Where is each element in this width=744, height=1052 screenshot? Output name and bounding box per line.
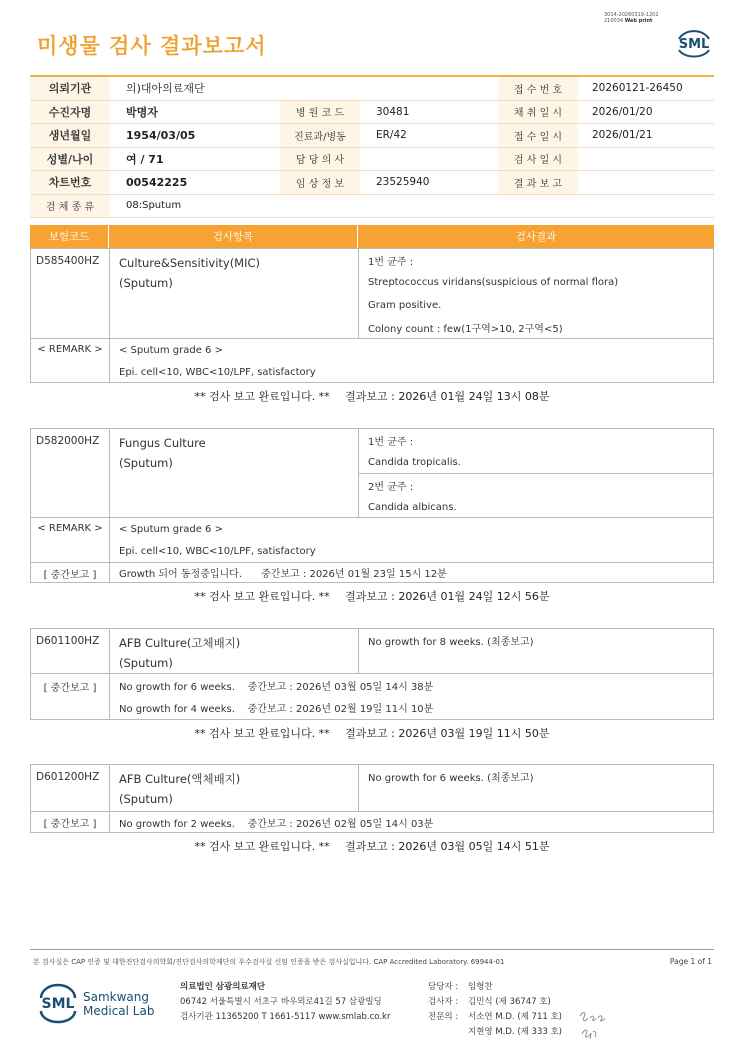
- chart-label: 차트번호: [30, 171, 110, 194]
- remark-line: Epi. cell<10, WBC<10/LPF, satisfactory: [119, 366, 316, 378]
- table-row: [30, 428, 714, 518]
- report-complete: [30, 725, 714, 741]
- interim-text: [110, 563, 713, 582]
- name-value: 박명자: [126, 105, 158, 119]
- test-result: [359, 765, 713, 811]
- clinical-value: 23525940: [376, 176, 430, 189]
- specimen-value: 08:Sputum: [126, 200, 182, 212]
- interim-row: [30, 563, 714, 583]
- lab-address: [180, 980, 390, 1025]
- interim-label: [ 중간보고 ]: [31, 812, 110, 832]
- test-item-line: AFB Culture(액체배지): [119, 772, 241, 786]
- info-row: [30, 148, 714, 172]
- interim-label: [ 중간보고 ]: [31, 563, 110, 582]
- address-line: 06742 서울특별시 서초구 바우뫼로41길 57 삼광빌딩: [180, 997, 382, 1007]
- remark-row: [30, 339, 714, 383]
- interim-line: Growth 되어 동정중입니다. 중간보고 : 2026년 01월 23일 15시 12분: [119, 569, 447, 580]
- staff-value: 김민식 (제 36747 호): [468, 997, 551, 1007]
- staff-value: 지현영 M.D. (제 333 호): [468, 1027, 563, 1037]
- results-table-header: [30, 225, 714, 248]
- info-row: [30, 77, 714, 101]
- report-label: 결 과 보 고: [498, 171, 578, 194]
- interim-text: [110, 674, 713, 719]
- complete-text: ** 검사 보고 완료입니다. **: [194, 390, 330, 403]
- sml-logo-icon: [675, 27, 713, 59]
- test-item-line: (Sputum): [119, 276, 173, 290]
- print-code-line2: 210034: [604, 18, 624, 24]
- test-code: D585400HZ: [31, 249, 110, 338]
- remark-row: [30, 518, 714, 563]
- cap-accreditation-note: 본 검사실은 CAP 인증 및 대한진단검사의학회/진단검사의학재단의 우수검사실 신임 인증을 받은 검사실입니다. CAP Accredited Laboratory. 69944-01: [33, 958, 505, 966]
- institution-label: 의뢰기관: [30, 77, 110, 100]
- test-code: D601200HZ: [31, 765, 110, 811]
- test-result: [359, 249, 713, 338]
- test-result: [359, 629, 713, 673]
- test-code: D601100HZ: [31, 629, 110, 673]
- interim-row: [30, 674, 714, 720]
- staff-label: 전문의 :: [428, 1012, 459, 1022]
- test-block: [30, 428, 714, 604]
- footer-divider: [30, 949, 714, 950]
- interim-line: No growth for 6 weeks. 중간보고 : 2026년 03월 05일 14시 38분: [119, 681, 434, 693]
- info-row: [30, 101, 714, 125]
- info-row: [30, 171, 714, 195]
- clinical-label: 임 상 정 보: [280, 171, 360, 194]
- result-line: 2번 균주 :: [368, 481, 414, 493]
- sex-age-label: 성별/나이: [30, 148, 110, 171]
- final-report-time: 결과보고 : 2026년 03월 05일 14시 51분: [345, 840, 550, 853]
- table-row: [30, 248, 714, 339]
- interim-line: No growth for 4 weeks. 중간보고 : 2026년 02월 19일 11시 10분: [119, 703, 434, 715]
- dept-value: ER/42: [376, 129, 407, 142]
- web-print-label: Web print: [624, 18, 653, 24]
- dept-label: 진료과/병동: [280, 124, 360, 147]
- logo-line2: Medical Lab: [83, 1004, 155, 1018]
- staff-value: 임형찬: [468, 982, 493, 992]
- test-block: [30, 764, 714, 854]
- staff-value: 서소연 M.D. (제 711 호): [468, 1012, 563, 1022]
- final-report-time: 결과보고 : 2026년 01월 24일 13시 08분: [345, 390, 550, 403]
- result-line: No growth for 8 weeks. (최종보고): [368, 636, 534, 648]
- test-block: [30, 628, 714, 741]
- test-item-line: (Sputum): [119, 656, 173, 670]
- test-item-line: Fungus Culture: [119, 436, 206, 450]
- staff-label: 검사자 :: [428, 997, 459, 1007]
- header-item: 검사항목: [109, 225, 358, 248]
- test-item-line: (Sputum): [119, 456, 173, 470]
- info-row: [30, 195, 714, 219]
- logo-bottom-mark: SML: [41, 996, 75, 1012]
- result-line: Colony count : few(1구역>10, 2구역<5): [368, 324, 563, 336]
- report-complete: [30, 388, 714, 404]
- remark-line: < Sputum grade 6 >: [119, 344, 223, 356]
- test-item-line: Culture&Sensitivity(MIC): [119, 256, 261, 270]
- specimen-label: 검 체 종 류: [30, 195, 110, 218]
- final-report-time: 결과보고 : 2026년 03월 19일 11시 50분: [345, 727, 550, 740]
- staff-label: 담당자 :: [428, 982, 459, 992]
- dob-value: 1954/03/05: [126, 128, 196, 142]
- report-complete: [30, 838, 714, 854]
- print-code: [604, 12, 694, 24]
- test-item-line: AFB Culture(고체배지): [119, 636, 241, 650]
- institution-value: 의)대아의료재단: [126, 82, 205, 96]
- final-report-time: 결과보고 : 2026년 01월 24일 12시 56분: [345, 590, 550, 603]
- doctor-value: [360, 148, 498, 171]
- interim-row: [30, 812, 714, 833]
- test-item: [110, 765, 359, 811]
- receipt-no-value: 20260121-26450: [592, 82, 683, 95]
- interim-text: [110, 812, 713, 832]
- test-date-value: [578, 148, 714, 171]
- remark-line: Epi. cell<10, WBC<10/LPF, satisfactory: [119, 545, 316, 557]
- logo-line1: Samkwang: [83, 990, 149, 1004]
- test-item: [110, 249, 359, 338]
- collect-date-value: 2026/01/20: [592, 105, 653, 118]
- receipt-no-label: 접 수 번 호: [498, 77, 578, 100]
- sex-age-value: 여 / 71: [126, 152, 164, 166]
- signature-icon: [577, 1008, 607, 1042]
- org-name: 의료법인 삼광의료재단: [180, 982, 266, 992]
- print-code-line1: 3014-20260319-1202: [604, 12, 659, 18]
- test-item-line: (Sputum): [119, 792, 173, 806]
- logo-top-text: SML: [678, 37, 710, 52]
- table-row: [30, 628, 714, 674]
- patient-info-table: [30, 75, 714, 218]
- test-date-label: 검 사 일 시: [498, 148, 578, 171]
- result-line: 1번 균주 :: [368, 256, 414, 268]
- table-row: [30, 764, 714, 812]
- name-label: 수진자명: [30, 101, 110, 124]
- test-item: [110, 629, 359, 673]
- result-line: Gram positive.: [368, 299, 442, 311]
- result-line: Candida albicans.: [368, 502, 457, 514]
- test-item: [110, 429, 359, 517]
- interim-label: [ 중간보고 ]: [31, 674, 110, 719]
- complete-text: ** 검사 보고 완료입니다. **: [194, 590, 330, 603]
- receipt-date-value: 2026/01/21: [592, 129, 653, 142]
- complete-text: ** 검사 보고 완료입니다. **: [194, 840, 330, 853]
- complete-text: ** 검사 보고 완료입니다. **: [194, 727, 330, 740]
- contact-line: 검사기관 11365200 T 1661-5117 www.smlab.co.kr: [180, 1012, 391, 1022]
- result-line: Streptococcus viridans(suspicious of normal flora): [368, 277, 619, 289]
- staff-list: [428, 980, 562, 1040]
- test-code: D582000HZ: [31, 429, 110, 517]
- test-block: [30, 248, 714, 404]
- info-row: [30, 124, 714, 148]
- report-value: [578, 171, 714, 194]
- report-complete: [30, 588, 714, 604]
- header-result: 검사결과: [515, 231, 557, 243]
- hospital-code-value: 30481: [376, 105, 410, 118]
- test-result: [359, 429, 713, 517]
- result-line: No growth for 6 weeks. (최종보고): [368, 772, 534, 784]
- dob-label: 생년월일: [30, 124, 110, 147]
- sml-logo-icon: [37, 982, 79, 1024]
- chart-value: 00542225: [126, 175, 188, 189]
- result-line: Candida tropicalis.: [359, 452, 713, 475]
- remark-line: < Sputum grade 6 >: [119, 523, 223, 535]
- lab-logo-text: [83, 990, 154, 1018]
- hospital-code-label: 병 원 코 드: [280, 101, 360, 124]
- remark-label: < REMARK >: [31, 518, 110, 562]
- collect-date-label: 채 취 일 시: [498, 101, 578, 124]
- receipt-date-label: 접 수 일 시: [498, 124, 578, 147]
- page-number: Page 1 of 1: [669, 957, 712, 966]
- interim-line: No growth for 2 weeks. 중간보고 : 2026년 02월 05일 14시 03분: [119, 818, 434, 830]
- header-code: 보험코드: [30, 225, 109, 248]
- page-title: 미생물 검사 결과보고서: [37, 34, 267, 58]
- result-line: 1번 균주 :: [368, 436, 414, 448]
- remark-text: [110, 518, 713, 562]
- remark-label: < REMARK >: [31, 339, 110, 382]
- doctor-label: 담 당 의 사: [280, 148, 360, 171]
- remark-text: [110, 339, 713, 382]
